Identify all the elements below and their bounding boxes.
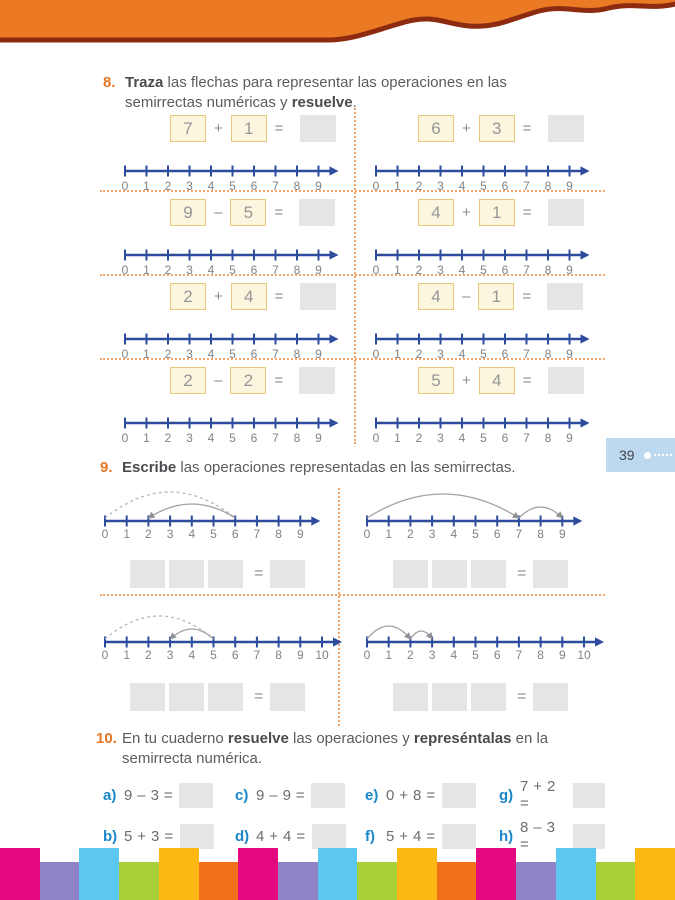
svg-text:0: 0 [372,263,380,277]
answer-box[interactable] [169,683,204,711]
svg-text:8: 8 [293,431,301,445]
svg-text:9: 9 [558,648,566,661]
svg-text:0: 0 [364,527,371,540]
svg-text:8: 8 [293,347,301,361]
operator: – [214,204,223,221]
equation [170,367,335,394]
svg-text:6: 6 [493,648,501,661]
footer-bar [596,862,636,900]
svg-text:7: 7 [272,263,279,277]
answer-box[interactable] [270,683,305,711]
equals-sign: = [522,204,532,221]
ex8-cell-2-right [356,192,605,277]
answer-box[interactable] [573,824,605,849]
svg-text:4: 4 [458,263,466,277]
operation-arc [367,494,519,518]
answer-box[interactable] [547,283,583,310]
number-line-svg [121,414,343,446]
operator: + [214,288,223,305]
svg-text:2: 2 [407,527,414,540]
exercise9-grid [100,488,605,726]
ex9-cell-1 [100,488,340,594]
svg-text:5: 5 [480,263,487,277]
number-line-with-arcs [364,488,587,545]
svg-text:6: 6 [501,347,509,361]
svg-text:0: 0 [121,263,129,277]
footer-color-bars [0,848,675,900]
svg-text:9: 9 [315,347,322,361]
svg-text:3: 3 [437,263,444,277]
operand-box: 4 [418,199,454,226]
page-number-badge [606,438,675,472]
svg-text:8: 8 [537,648,544,661]
svg-text:2: 2 [164,263,172,277]
svg-text:2: 2 [415,263,423,277]
svg-text:4: 4 [458,431,466,445]
svg-text:9: 9 [296,648,304,661]
number-line-with-arcs [102,488,325,545]
item-expression: 9 – 9 = [256,786,306,804]
equals-sign: = [522,120,532,137]
equation [170,283,336,310]
footer-bar [0,848,40,900]
item-expression: 9 – 3 = [124,786,174,804]
svg-text:7: 7 [515,648,523,661]
svg-text:6: 6 [250,431,258,445]
dashed-arc [105,492,235,518]
svg-text:6: 6 [250,179,258,193]
svg-text:8: 8 [537,527,544,540]
svg-text:5: 5 [472,527,479,540]
item-expression: 5 + 4 = [386,827,436,845]
answer-row [393,683,572,711]
svg-text:0: 0 [372,347,380,361]
answer-box[interactable] [393,683,428,711]
svg-text:3: 3 [437,179,444,193]
equals-sign: = [274,120,284,137]
exercise8-prompt-text: Traza las flechas para representar las operaciones en las semirrectas numéricas y resuelve. [125,74,507,112]
number-line-svg [121,330,343,362]
svg-text:3: 3 [186,263,193,277]
exercise9-prompt [100,458,600,478]
svg-text:2: 2 [164,179,172,193]
svg-text:5: 5 [229,347,236,361]
equals-sign: = [254,565,264,582]
svg-text:5: 5 [210,648,217,661]
number-line-svg [121,162,343,194]
answer-box[interactable] [312,824,346,849]
answer-box[interactable] [311,783,345,808]
operand-box: 5 [230,199,266,226]
footer-bar [79,848,119,900]
svg-text:6: 6 [250,263,258,277]
item-letter: d) [235,827,250,845]
svg-text:7: 7 [272,179,279,193]
svg-text:8: 8 [293,179,301,193]
answer-box[interactable] [432,683,467,711]
svg-text:3: 3 [428,648,436,661]
equation [418,367,584,394]
svg-text:4: 4 [188,648,196,661]
svg-text:7: 7 [523,431,530,445]
number-line-svg [372,246,594,278]
svg-text:6: 6 [231,527,239,540]
operand-box: 2 [170,367,206,394]
footer-bar [318,848,358,900]
ex8-row-2 [100,192,605,276]
footer-bar [357,862,397,900]
svg-text:4: 4 [450,648,458,661]
ex9-cell-4 [340,596,605,726]
svg-text:5: 5 [472,648,479,661]
svg-text:1: 1 [143,431,150,445]
svg-text:7: 7 [253,527,261,540]
item-letter: g) [499,786,514,804]
ex8-cell-3-right [356,276,605,361]
svg-text:7: 7 [272,431,279,445]
equals-sign: = [517,565,527,582]
number-line-svg [364,488,587,540]
svg-text:3: 3 [428,527,436,540]
ex8-cell-3-left [100,276,356,361]
equation [418,199,584,226]
operator: + [462,204,471,221]
svg-text:9: 9 [566,431,573,445]
svg-text:1: 1 [394,431,401,445]
header-wave [0,0,675,52]
svg-text:7: 7 [523,179,530,193]
answer-box[interactable] [179,783,213,808]
answer-box[interactable] [548,115,584,142]
svg-text:9: 9 [566,347,573,361]
equation [170,199,335,226]
svg-text:0: 0 [372,431,380,445]
svg-text:4: 4 [207,431,215,445]
page-number: 39 [619,447,635,463]
svg-text:7: 7 [523,347,530,361]
item-expression: 7 + 2 = [520,778,556,812]
svg-text:6: 6 [501,263,509,277]
ex9-cell-2 [340,488,605,594]
number-line-svg [102,488,325,540]
number-line-svg [364,609,608,661]
ex9-row-1 [100,488,605,596]
number-line-with-arcs [364,609,608,666]
svg-text:0: 0 [121,179,129,193]
answer-box[interactable] [471,560,506,588]
svg-text:1: 1 [143,263,150,277]
number-line[interactable] [121,414,343,451]
operand-box: 1 [479,199,515,226]
svg-text:9: 9 [315,179,322,193]
answer-box[interactable] [299,199,335,226]
svg-text:4: 4 [207,263,215,277]
operand-box: 3 [479,115,515,142]
svg-text:0: 0 [121,347,129,361]
exercise8-number: 8. [103,74,116,91]
svg-text:9: 9 [566,179,573,193]
svg-text:4: 4 [188,527,196,540]
exercise9-prompt-text: Escribe las operaciones representadas en las semirrectas. [122,459,516,476]
answer-row [393,560,572,588]
answer-box[interactable] [432,560,467,588]
footer-bar [476,848,516,900]
exercise10-prompt [96,729,606,770]
answer-box[interactable] [471,683,506,711]
number-line-svg [121,246,343,278]
operation-arc [410,631,432,639]
svg-text:4: 4 [207,179,215,193]
answer-box[interactable] [300,115,336,142]
svg-text:8: 8 [544,431,552,445]
answer-box[interactable] [270,560,305,588]
svg-text:1: 1 [394,347,401,361]
svg-text:5: 5 [480,179,487,193]
svg-text:8: 8 [544,179,552,193]
ex8-cell-1-left [100,108,356,193]
svg-text:8: 8 [544,347,552,361]
svg-text:2: 2 [415,347,423,361]
svg-text:0: 0 [372,179,380,193]
svg-text:0: 0 [364,648,371,661]
footer-bar [119,862,159,900]
answer-box[interactable] [208,683,243,711]
svg-text:9: 9 [558,527,566,540]
svg-text:6: 6 [501,179,509,193]
answer-box[interactable] [130,683,165,711]
svg-text:0: 0 [121,431,129,445]
footer-bar [278,862,318,900]
operator: – [462,288,471,305]
item-c [235,778,365,812]
operand-box: 9 [170,199,206,226]
ex8-row-1 [100,108,605,192]
item-letter: a) [103,786,117,804]
item-expression: 4 + 4 = [256,827,306,845]
svg-text:7: 7 [272,347,279,361]
svg-text:1: 1 [385,648,393,661]
svg-text:7: 7 [253,648,261,661]
svg-text:7: 7 [515,527,523,540]
ex8-row-3 [100,276,605,360]
equation [418,115,584,142]
svg-text:8: 8 [275,648,282,661]
svg-text:3: 3 [186,179,193,193]
svg-text:3: 3 [186,431,193,445]
svg-text:4: 4 [450,527,458,540]
svg-text:3: 3 [186,347,193,361]
svg-text:10: 10 [315,648,329,661]
operand-box: 6 [418,115,454,142]
svg-text:5: 5 [229,179,236,193]
svg-text:1: 1 [143,179,150,193]
equation [418,283,583,310]
answer-box[interactable] [533,560,568,588]
svg-text:1: 1 [394,263,401,277]
svg-text:3: 3 [166,527,174,540]
footer-bar [635,848,675,900]
item-expression: 5 + 3 = [124,827,174,845]
svg-text:4: 4 [207,347,215,361]
item-a [103,778,235,812]
dashed-arc [105,616,214,639]
operand-box: 4 [231,283,267,310]
svg-text:6: 6 [250,347,258,361]
answer-box[interactable] [548,367,584,394]
ex8-row-4 [100,360,605,444]
equals-sign: = [274,204,284,221]
item-expression: 8 – 3 = [520,819,556,853]
svg-text:2: 2 [164,431,172,445]
footer-bar [437,862,477,900]
operator: + [214,120,223,137]
ex9-cell-3 [100,596,340,726]
svg-text:6: 6 [493,527,501,540]
operator: + [462,120,471,137]
operand-box: 2 [170,283,206,310]
number-line-svg [372,330,594,362]
svg-text:1: 1 [394,179,401,193]
item-g [499,778,605,812]
operator: + [462,372,471,389]
answer-box[interactable] [442,824,476,849]
number-line-svg [102,609,346,661]
answer-box[interactable] [573,783,605,808]
equals-sign: = [254,688,264,705]
ex8-cell-2-left [100,192,356,277]
ex9-row-2 [100,596,605,726]
item-letter: b) [103,827,118,845]
svg-text:3: 3 [166,648,174,661]
equals-sign: = [522,288,532,305]
operand-box: 2 [230,367,266,394]
answer-row [130,683,309,711]
svg-text:8: 8 [293,263,301,277]
answer-row [130,560,309,588]
svg-text:2: 2 [145,648,152,661]
exercise10-grid [103,778,605,853]
footer-bar [556,848,596,900]
svg-text:6: 6 [501,431,509,445]
answer-box[interactable] [442,783,476,808]
footer-bar [199,862,239,900]
svg-text:2: 2 [145,527,152,540]
answer-box[interactable] [180,824,214,849]
exercise10-prompt-text: En tu cuaderno resuelve las operaciones y represéntalas en la semirrecta numérica. [122,730,549,768]
ex8-cell-4-right [356,360,605,444]
svg-text:9: 9 [315,263,322,277]
svg-text:9: 9 [315,431,322,445]
operator: – [214,372,223,389]
svg-text:4: 4 [458,179,466,193]
svg-text:6: 6 [231,648,239,661]
number-line[interactable] [372,414,594,451]
exercise8-grid [100,108,605,444]
number-line-svg [372,162,594,194]
equals-sign: = [274,288,284,305]
svg-text:5: 5 [229,431,236,445]
number-line-with-arcs [102,609,346,666]
footer-bar [40,862,80,900]
svg-text:0: 0 [102,648,109,661]
svg-text:2: 2 [164,347,172,361]
svg-text:8: 8 [544,263,552,277]
svg-text:9: 9 [566,263,573,277]
answer-box[interactable] [533,683,568,711]
operand-box: 4 [418,283,454,310]
exercise10-number: 10. [96,730,117,747]
svg-text:2: 2 [407,648,414,661]
exercise9-number: 9. [100,459,113,476]
svg-text:3: 3 [437,431,444,445]
svg-text:4: 4 [458,347,466,361]
answer-box[interactable] [169,560,204,588]
item-letter: h) [499,827,514,845]
svg-text:5: 5 [210,527,217,540]
number-line-svg [372,414,594,446]
operand-box: 4 [479,367,515,394]
operand-box: 1 [231,115,267,142]
svg-text:8: 8 [275,527,282,540]
svg-text:7: 7 [523,263,530,277]
svg-text:2: 2 [415,431,423,445]
item-e [365,778,499,812]
item-letter: e) [365,786,379,804]
svg-text:10: 10 [577,648,591,661]
equals-sign: = [517,688,527,705]
answer-box[interactable] [208,560,243,588]
answer-box[interactable] [299,367,335,394]
equals-sign: = [522,372,532,389]
svg-text:1: 1 [123,527,131,540]
operand-box: 1 [478,283,514,310]
svg-text:3: 3 [437,347,444,361]
svg-text:2: 2 [415,179,423,193]
svg-text:9: 9 [296,527,304,540]
footer-bar [159,848,199,900]
svg-text:5: 5 [480,347,487,361]
equation [170,115,336,142]
item-expression: 0 + 8 = [386,786,436,804]
item-letter: c) [235,786,249,804]
footer-bar [238,848,278,900]
answer-box[interactable] [548,199,584,226]
answer-box[interactable] [130,560,165,588]
svg-text:1: 1 [123,648,131,661]
footer-bar [516,862,556,900]
item-letter: f) [365,827,375,845]
svg-text:0: 0 [102,527,109,540]
svg-text:5: 5 [229,263,236,277]
footer-bar [397,848,437,900]
operand-box: 7 [170,115,206,142]
answer-box[interactable] [393,560,428,588]
svg-text:1: 1 [385,527,393,540]
svg-text:1: 1 [143,347,150,361]
ex8-cell-4-left [100,360,356,444]
svg-text:5: 5 [480,431,487,445]
equals-sign: = [274,372,284,389]
ex8-cell-1-right [356,108,605,193]
operand-box: 5 [418,367,454,394]
answer-box[interactable] [300,283,336,310]
badge-dot-icon [644,452,651,459]
badge-dotted-line [654,454,672,456]
